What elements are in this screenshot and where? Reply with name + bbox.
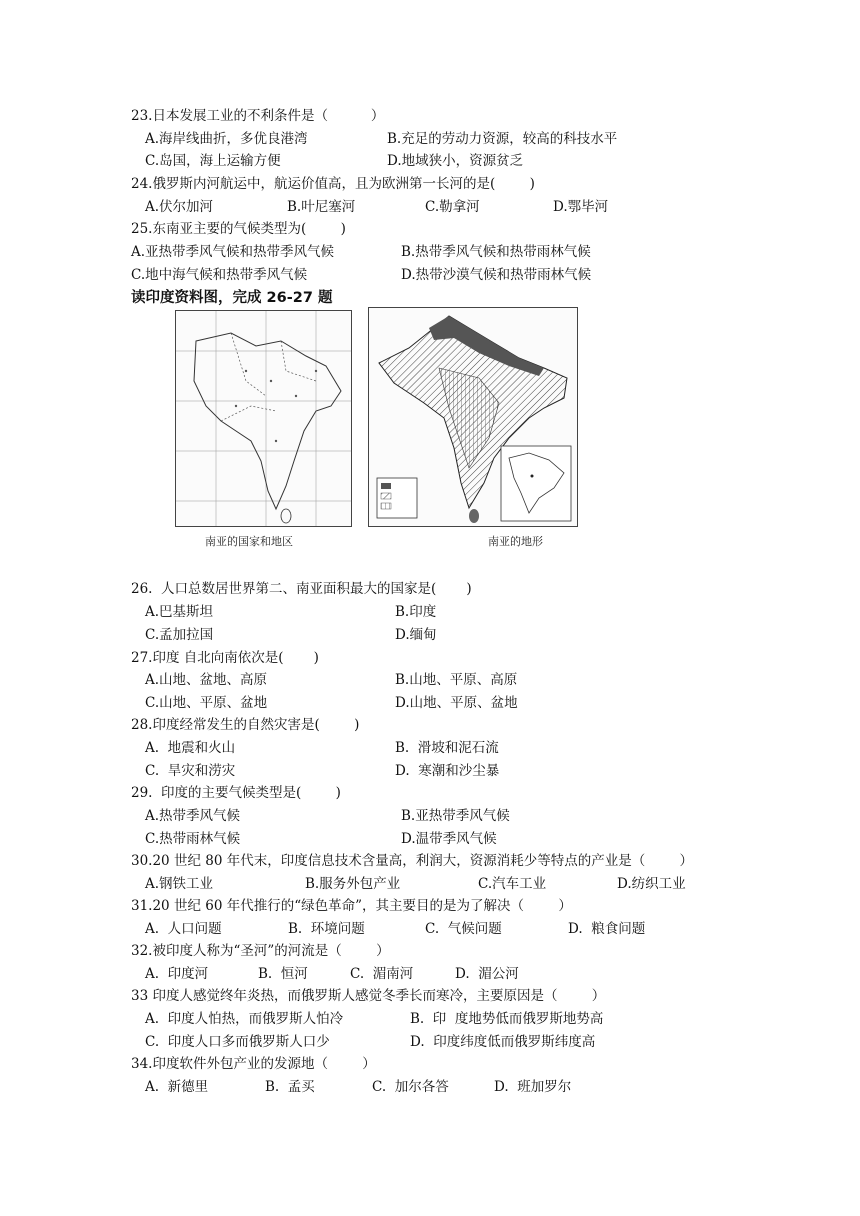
q29-option-b: B.亚热带季风气候 xyxy=(401,808,510,824)
caption-countries: 南亚的国家和地区 xyxy=(205,535,293,548)
q26-option-c: C.孟加拉国 xyxy=(145,627,214,643)
q26-option-b: B.印度 xyxy=(395,604,437,620)
q30-option-b: B.服务外包产业 xyxy=(305,876,401,892)
q34-option-b: B. 孟买 xyxy=(265,1079,315,1095)
q31-option-c: C. 气候问题 xyxy=(425,921,502,937)
q32-option-a: A. 印度河 xyxy=(145,966,209,982)
q28-option-b: B. 滑坡和泥石流 xyxy=(395,740,499,756)
q28-stem: 28.印度经常发生的自然灾害是( ) xyxy=(131,717,360,733)
q26-option-a: A.巴基斯坦 xyxy=(145,604,214,620)
q27-option-d: D.山地、平原、盆地 xyxy=(395,695,518,711)
q31-stem: 31.20 世纪 60 年代推行的“绿色革命”，其主要目的是为了解决（ ） xyxy=(131,898,572,914)
q23-stem: 23.日本发展工业的不利条件是（ ） xyxy=(131,108,385,124)
q27-option-a: A.山地、盆地、高原 xyxy=(145,672,268,688)
q23-option-a: A.海岸线曲折，多优良港湾 xyxy=(145,131,308,147)
q32-stem: 32.被印度人称为“圣河”的河流是（ ） xyxy=(131,943,390,959)
q30-option-c: C.汽车工业 xyxy=(478,876,547,892)
q29-stem: 29. 印度的主要气候类型是( ) xyxy=(131,785,341,801)
q33-option-b: B. 印 度地势低而俄罗斯地势高 xyxy=(410,1011,604,1027)
section-heading: 读印度资料图，完成 26-27 题 xyxy=(131,290,333,306)
q24-option-b: B.叶尼塞河 xyxy=(287,199,356,215)
q29-option-a: A.热带季风气候 xyxy=(145,808,241,824)
q23-option-d: D.地域狭小，资源贫乏 xyxy=(387,153,524,169)
q27-option-b: B.山地、平原、高原 xyxy=(395,672,518,688)
q27-option-c: C.山地、平原、盆地 xyxy=(145,695,268,711)
q25-option-d: D.热带沙漠气候和热带雨林气候 xyxy=(401,267,592,283)
q33-stem: 33 印度人感觉终年炎热，而俄罗斯人感觉冬季长而寒冷，主要原因是（ ） xyxy=(131,988,606,1004)
q30-stem: 30.20 世纪 80 年代末，印度信息技术含量高，利润大，资源消耗少等特点的产业是（ ） xyxy=(131,853,694,869)
q28-option-c: C. 旱灾和涝灾 xyxy=(145,763,236,779)
q34-option-a: A. 新德里 xyxy=(145,1079,209,1095)
q31-option-b: B. 环境问题 xyxy=(288,921,365,937)
q33-option-d: D. 印度纬度低而俄罗斯纬度高 xyxy=(410,1034,596,1050)
q32-option-c: C. 湄南河 xyxy=(350,966,414,982)
q23-option-b: B.充足的劳动力资源，较高的科技水平 xyxy=(387,131,618,147)
q34-stem: 34.印度软件外包产业的发源地（ ） xyxy=(131,1056,376,1072)
q34-option-c: C. 加尔各答 xyxy=(372,1079,449,1095)
map-countries-drawing xyxy=(176,311,351,526)
caption-terrain: 南亚的地形 xyxy=(488,535,543,548)
q24-option-a: A.伏尔加河 xyxy=(145,199,214,215)
q23-option-c: C.岛国，海上运输方便 xyxy=(145,153,281,169)
map-terrain-drawing xyxy=(369,308,577,526)
map-south-asia-countries xyxy=(175,310,352,527)
q32-option-d: D. 湄公河 xyxy=(455,966,519,982)
q29-option-d: D.温带季风气候 xyxy=(401,831,497,847)
q33-option-c: C. 印度人口多而俄罗斯人口少 xyxy=(145,1034,330,1050)
q25-stem: 25.东南亚主要的气候类型为( ) xyxy=(131,221,346,237)
q31-option-d: D. 粮食问题 xyxy=(568,921,646,937)
q24-option-d: D.鄂毕河 xyxy=(553,199,609,215)
q24-stem: 24.俄罗斯内河航运中，航运价值高，且为欧洲第一长河的是( ) xyxy=(131,176,535,192)
q34-option-d: D. 班加罗尔 xyxy=(494,1079,572,1095)
q31-option-a: A. 人口问题 xyxy=(145,921,222,937)
q26-option-d: D.缅甸 xyxy=(395,627,437,643)
q30-option-a: A.钢铁工业 xyxy=(145,876,214,892)
q29-option-c: C.热带雨林气候 xyxy=(145,831,241,847)
q24-option-c: C.勒拿河 xyxy=(425,199,480,215)
q28-option-d: D. 寒潮和沙尘暴 xyxy=(395,763,500,779)
q30-option-d: D.纺织工业 xyxy=(617,876,686,892)
q25-option-a: A.亚热带季风气候和热带季风气候 xyxy=(131,244,335,260)
map-south-asia-terrain xyxy=(368,307,578,527)
q32-option-b: B. 恒河 xyxy=(258,966,308,982)
q25-option-b: B.热带季风气候和热带雨林气候 xyxy=(401,244,591,260)
q25-option-c: C.地中海气候和热带季风气候 xyxy=(131,267,308,283)
q27-stem: 27.印度 自北向南依次是( ) xyxy=(131,650,319,666)
q26-stem: 26. 人口总数居世界第二、南亚面积最大的国家是( ) xyxy=(131,581,472,597)
q33-option-a: A. 印度人怕热，而俄罗斯人怕冷 xyxy=(145,1011,344,1027)
q28-option-a: A. 地震和火山 xyxy=(145,740,236,756)
